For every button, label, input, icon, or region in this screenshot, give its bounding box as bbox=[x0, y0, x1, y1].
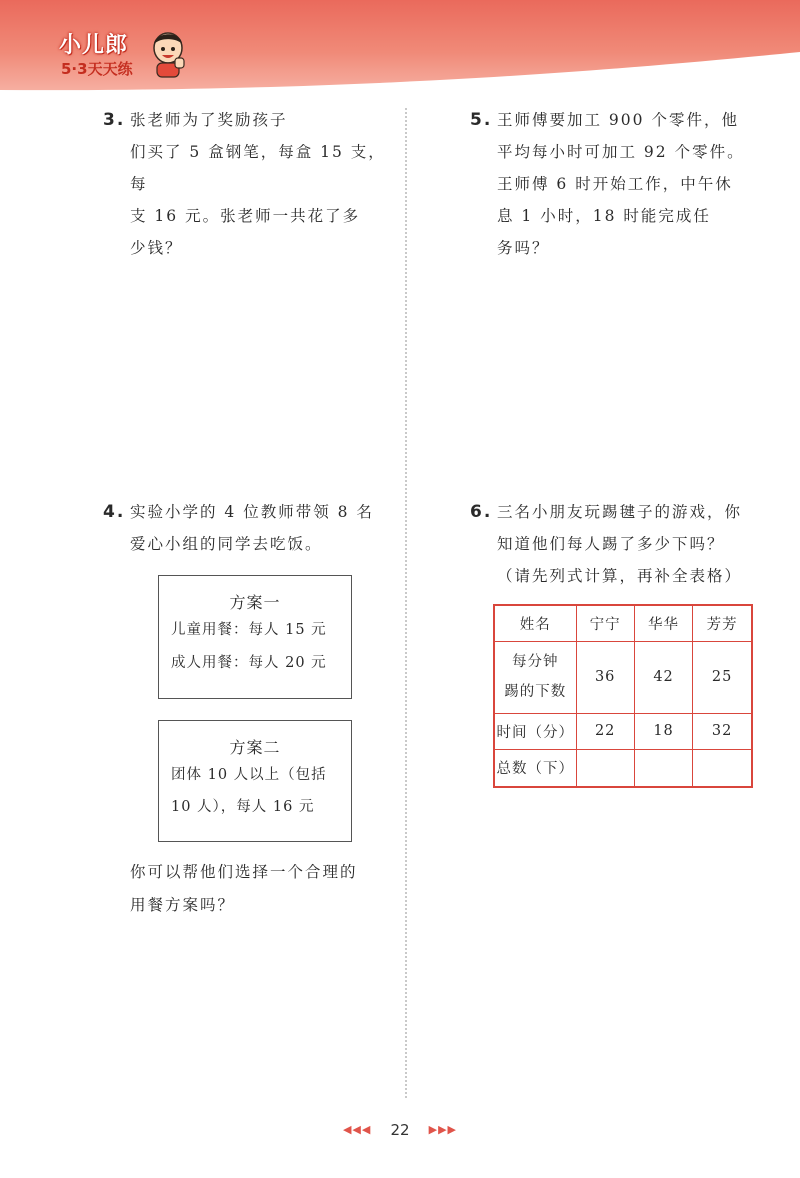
table-header-cell: 芳芳 bbox=[693, 605, 752, 641]
problem-text-line: 平均每小时可加工 92 个零件。 bbox=[497, 143, 745, 161]
problem-text-line: 王师傅 6 时开始工作，中午休 bbox=[497, 175, 733, 193]
problem-text-line: 实验小学的 4 位教师带领 8 名 bbox=[130, 503, 374, 521]
column-divider bbox=[405, 108, 407, 1098]
problem-3 bbox=[103, 104, 390, 264]
problem-4-question bbox=[130, 856, 390, 922]
problem-text-line: 你可以帮他们选择一个合理的 bbox=[130, 863, 358, 881]
left-arrows-icon: ◀◀◀ bbox=[342, 1123, 372, 1136]
table-cell: 22 bbox=[576, 713, 634, 749]
table-cell: 32 bbox=[693, 713, 752, 749]
plan-title: 方案一 bbox=[229, 593, 281, 612]
problem-number: 6. bbox=[470, 502, 493, 522]
plan-line: 10 人），每人 16 元 bbox=[171, 799, 315, 815]
table-header-row bbox=[494, 605, 752, 641]
plan-title: 方案二 bbox=[229, 738, 281, 757]
table-row bbox=[494, 713, 752, 749]
problem-text-line: （请先列式计算，再补全表格） bbox=[497, 567, 743, 585]
problem-text-line: 息 1 小时，18 时能完成任 bbox=[497, 207, 711, 225]
row-label-line: 每分钟 bbox=[512, 654, 559, 670]
table-cell: 18 bbox=[634, 713, 692, 749]
problem-text-line: 用餐方案吗？ bbox=[130, 896, 236, 914]
page-footer bbox=[0, 1120, 800, 1139]
table-cell: 36 bbox=[576, 641, 634, 713]
plan-one-box bbox=[158, 575, 352, 699]
problem-number: 5. bbox=[470, 110, 493, 130]
mascot-boy-icon bbox=[147, 28, 189, 78]
problem-text-line: 爱心小组的同学去吃饭。 bbox=[130, 535, 323, 553]
plan-line: 团体 10 人以上（包括 bbox=[171, 767, 327, 783]
row-label: 时间（分） bbox=[494, 713, 576, 749]
problem-text-line: 三名小朋友玩踢毽子的游戏，你 bbox=[497, 503, 743, 521]
page-number: 22 bbox=[390, 1121, 410, 1139]
problem-number: 4. bbox=[103, 502, 126, 522]
logo-subtitle: 5·3天天练 bbox=[61, 60, 133, 78]
row-label-line: 踢的下数 bbox=[504, 684, 567, 700]
problem-text-line: 张老师为了奖励孩子 bbox=[130, 111, 288, 129]
table-header-cell: 姓名 bbox=[494, 605, 576, 641]
problem-text-line: 们买了 5 盒钢笔，每盒 15 支，每 bbox=[130, 143, 386, 193]
table-header-cell: 华华 bbox=[634, 605, 692, 641]
problem-6 bbox=[470, 496, 759, 592]
problem-number: 3. bbox=[103, 110, 126, 130]
brand-logo bbox=[55, 28, 195, 90]
problem-text-line: 王师傅要加工 900 个零件，他 bbox=[497, 111, 739, 129]
plan-line: 儿童用餐：每人 15 元 bbox=[171, 622, 327, 638]
shuttlecock-table bbox=[493, 604, 753, 788]
table-header-cell: 宁宁 bbox=[576, 605, 634, 641]
table-cell: 25 bbox=[693, 641, 752, 713]
blank-answer-cell[interactable] bbox=[693, 749, 752, 787]
right-arrows-icon: ▶▶▶ bbox=[428, 1123, 458, 1136]
blank-answer-cell[interactable] bbox=[634, 749, 692, 787]
plan-two-box bbox=[158, 720, 352, 842]
row-label: 总数（下） bbox=[494, 749, 576, 787]
table-row bbox=[494, 749, 752, 787]
table-row bbox=[494, 641, 752, 713]
problem-4 bbox=[103, 496, 390, 560]
problem-5 bbox=[470, 104, 759, 264]
blank-answer-cell[interactable] bbox=[576, 749, 634, 787]
logo-title: 小儿郎 bbox=[59, 33, 129, 58]
problem-text-line: 务吗？ bbox=[497, 239, 550, 257]
problem-text-line: 知道他们每人踢了多少下吗？ bbox=[497, 535, 725, 553]
row-label bbox=[494, 641, 576, 713]
problem-text-line: 支 16 元。张老师一共花了多 bbox=[130, 207, 361, 225]
problem-text-line: 少钱？ bbox=[130, 239, 183, 257]
plan-line: 成人用餐：每人 20 元 bbox=[171, 655, 327, 671]
table-cell: 42 bbox=[634, 641, 692, 713]
